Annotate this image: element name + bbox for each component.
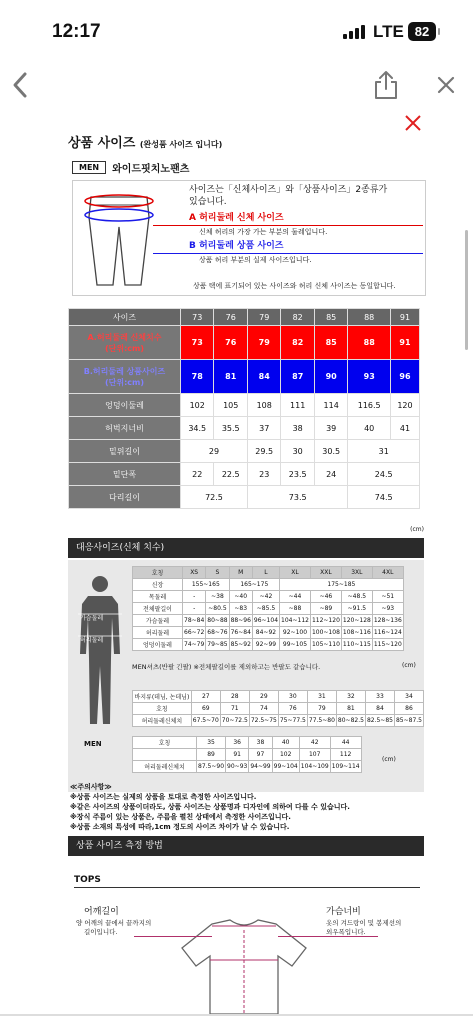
cell: 32 [336,691,365,703]
cell: 78~84 [183,615,206,627]
cell: - [183,591,206,603]
cell: 111 [281,394,314,417]
cell: 42 [299,737,330,749]
cell: ~80.5 [206,603,229,615]
status-time: 12:17 [52,21,101,42]
cell: 85 [314,326,347,360]
cell: 75~77.5 [278,715,307,727]
a-line [153,225,423,226]
battery-icon: 82 [408,22,436,41]
cell: 94~99 [249,761,272,773]
status-bar [0,0,473,60]
cell: 76~84 [229,627,252,639]
cell: 3XL [341,567,372,579]
row-label: 허벅지너비 [69,417,181,440]
note-line: ※같은 사이즈의 상품이더라도, 상품 사이즈는 상품명과 디자인에 의하여 다를 수 있습니다. [70,803,350,811]
close-button[interactable] [426,65,466,105]
cell: 155~165 [183,579,230,591]
cell: 165~175 [229,579,279,591]
cell: 99~105 [280,639,311,651]
tops-label: TOPS [74,875,101,885]
cell: 116~124 [372,627,403,639]
cell: 41 [390,417,419,440]
cell: 76 [278,703,307,715]
cell: 29.5 [247,440,280,463]
row-a-label1: A.허리둘레 신체치수 [87,332,162,342]
cell: 85~92 [229,639,252,651]
size-col: 85 [314,309,347,326]
cell: 84 [247,360,280,394]
close-icon[interactable] [404,114,422,132]
cell: 104~112 [280,615,311,627]
cell: 82 [281,326,314,360]
cell: 102 [181,394,214,417]
cell: 77.5~80 [307,715,336,727]
table-row-inseam [69,486,420,509]
cell: 87.5~90 [197,761,226,773]
cell: 85~87.5 [394,715,423,727]
divider [74,887,420,888]
corr-size-panel [68,560,424,792]
chest-pointer [278,936,378,937]
row-a-label [69,326,181,360]
cell: 81 [214,360,247,394]
chest-width-label: 가슴너비 [326,907,361,917]
cell: 92~99 [252,639,279,651]
table-row-rise [69,440,420,463]
unit-label: (cm) [382,756,396,763]
cell: 107 [299,749,330,761]
cell: 68~76 [206,627,229,639]
cell: 115~120 [372,639,403,651]
row-label: 신장 [133,579,183,591]
b-line [153,253,423,254]
cell: 74~79 [183,639,206,651]
product-name: 와이드핏치노팬츠 [112,164,190,175]
row-label: 전체팔길이 [133,603,183,615]
cell: 38 [249,737,272,749]
size-col: 76 [214,309,247,326]
row-label: 호칭 [133,703,192,715]
cell: XL [280,567,311,579]
a-label: A 허리둘레 신체 사이즈 [189,213,284,223]
chest-label: 가슴둘레 [80,615,104,622]
cell: 96~104 [252,615,279,627]
cell: 81 [336,703,365,715]
waist-label: 허리둘레 [80,637,104,644]
signal-icon [343,25,365,39]
page-title [68,132,222,151]
size-col: 88 [348,309,391,326]
cell: 69 [191,703,220,715]
cell: 114 [314,394,347,417]
chest-desc1: 옷의 겨드랑이 및 봉제선의 [326,919,402,927]
row-label: 바지류(데님, 논데님) [133,691,192,703]
cell: 73.5 [247,486,347,509]
shoulder-desc2: 길이입니다. [84,928,118,936]
cell: 24 [314,463,347,486]
explain-line1: 사이즈는「신체사이즈」와「상품사이즈」2종류가 [189,185,388,195]
network-label: LTE [373,22,404,41]
cell: 34 [394,691,423,703]
cell: 112 [330,749,361,761]
row-label: 밑단폭 [69,463,181,486]
cell: 102 [272,749,299,761]
row-label: 허리둘레신체치 [133,761,197,773]
title-sub: (완성품 사이즈 입니다) [139,140,223,149]
cell: 35.5 [214,417,247,440]
b-label: B 허리둘레 상품 사이즈 [189,241,284,251]
cell: 70~72.5 [220,715,249,727]
cell: - [183,603,206,615]
cell: 108 [247,394,280,417]
cell: 78 [181,360,214,394]
cell: 128~136 [372,615,403,627]
cell: 82.5~85 [365,715,394,727]
cell: 31 [348,440,420,463]
row-label: 목둘레 [133,591,183,603]
cell: 91 [390,326,419,360]
cell: 99~104 [272,761,299,773]
share-icon [373,70,399,100]
row-b-label2: (단위:cm) [104,377,145,387]
table-row-b [69,360,420,394]
cell: 92~100 [280,627,311,639]
cell: 90 [314,360,347,394]
scrollbar[interactable] [465,230,468,350]
cell: 28 [220,691,249,703]
bottom-divider [0,1014,473,1016]
size-col: 91 [390,309,419,326]
cell: 30 [278,691,307,703]
cell: 110~115 [341,639,372,651]
cell: 66~72 [183,627,206,639]
nav-bar [0,60,473,110]
cell: ~51 [372,591,403,603]
cell: 39 [314,417,347,440]
row-label: 호칭 [133,737,197,749]
row-label: 엉덩이둘레 [69,394,181,417]
cell: 90~93 [226,761,249,773]
cell: 72.5~75 [249,715,278,727]
cell: 31 [307,691,336,703]
cell: 72.5 [181,486,248,509]
cell: 84 [365,703,394,715]
cell: 116.5 [348,394,391,417]
row-a-label2: (단위:cm) [104,343,145,353]
tshirt-icon [174,916,314,1016]
shoulder-pointer [134,936,212,937]
table-row-hem [69,463,420,486]
cell: 23.5 [281,463,314,486]
cell: 호칭 [133,567,183,579]
product-row [72,160,189,175]
cell: 40 [272,737,299,749]
corr-table [132,566,404,651]
row-b-label1: B.허리둘레 상품사이즈 [83,366,166,376]
cell: 84~92 [252,627,279,639]
cell: 80~88 [206,615,229,627]
cell: 105~110 [310,639,341,651]
cell: 120 [390,394,419,417]
cell: 29 [181,440,248,463]
table-row-hip [69,394,420,417]
section-bar-measure: 상품 사이즈 측정 방법 [68,836,424,856]
cell: 175~185 [280,579,404,591]
share-button[interactable] [366,65,406,105]
row-b-label [69,360,181,394]
chevron-left-icon [10,71,30,99]
cell: 104~109 [299,761,330,773]
b-desc: 상품 허리 부분의 실제 사이즈입니다. [199,256,312,264]
cell: 73 [181,326,214,360]
cell: 80~82.5 [336,715,365,727]
cell: 112~120 [310,615,341,627]
cell: 22.5 [214,463,247,486]
row-label: 엉덩이둘레 [133,639,183,651]
cell: 91 [226,749,249,761]
cell: 4XL [372,567,403,579]
shoulder-desc1: 양 어깨의 끝에서 끝까지의 [76,919,152,927]
cell: 97 [249,749,272,761]
table-row-a [69,326,420,360]
size-explain-box [72,180,426,296]
cell: XXL [310,567,341,579]
cell: 30 [281,440,314,463]
shirt-note: MEN셔츠(반팔 긴팔) ※전체팔길이를 제외하고는 반팔도 같습니다. [132,663,321,671]
cell: M [229,567,252,579]
a-desc: 신체 허리의 가장 가는 부분의 둘레입니다. [199,228,328,236]
cell: ~91.5 [341,603,372,615]
cell: 88~96 [229,615,252,627]
men-label: MEN [84,740,102,748]
cell: ~85.5 [252,603,279,615]
note-line: ※상품 소재의 특성에 따라,1cm 정도의 사이즈 차이가 날 수 있습니다. [70,823,290,831]
cell: XS [183,567,206,579]
cell: ~83 [229,603,252,615]
cell: 108~116 [341,627,372,639]
back-button[interactable] [0,65,40,105]
note-line: ※장식 주름이 있는 상품은, 주름을 펼친 상태에서 측정한 사이즈입니다. [70,813,291,821]
cell: 96 [390,360,419,394]
cell: 89 [197,749,226,761]
cell: ~89 [310,603,341,615]
cell: 120~128 [341,615,372,627]
cell: 23 [247,463,280,486]
cell: 87 [281,360,314,394]
cell: 35 [197,737,226,749]
chest-desc2: 외우폭입니다. [326,928,366,936]
pants-table [132,690,424,727]
cell: S [206,567,229,579]
cell: 29 [249,691,278,703]
section-bar-corr: 대응사이즈(신체 치수) [68,538,424,558]
note-line: ≪주의사항≫ [70,783,112,791]
pants-table-large [132,736,362,773]
body-silhouette [78,574,122,734]
caution-notes [70,782,350,832]
pants-illustration [79,187,159,287]
row-label: 밑위길이 [69,440,181,463]
cell: 71 [220,703,249,715]
cell: 100~108 [310,627,341,639]
note-line: ※상품 사이즈는 실제의 상품을 토대로 측정한 사이즈입니다. [70,793,257,801]
cell: 40 [348,417,391,440]
tag-note: 상품 택에 표기되어 있는 사이즈와 허리 신체 사이즈는 동일합니다. [193,282,396,290]
men-badge: MEN [72,161,106,174]
cell: 109~114 [330,761,361,773]
cell: 105 [214,394,247,417]
cell: 79~85 [206,639,229,651]
cell: 86 [394,703,423,715]
row-label: 허리둘레 [133,627,183,639]
cell: 27 [191,691,220,703]
cell: ~46 [310,591,341,603]
title-text: 상품 사이즈 [68,136,136,151]
cell: ~93 [372,603,403,615]
cell: 74.5 [348,486,420,509]
cell: 93 [348,360,391,394]
cell: 79 [247,326,280,360]
cell: 24.5 [348,463,420,486]
size-col: 79 [247,309,280,326]
row-label: 허리둘레신체치 [133,715,192,727]
cell: 76 [214,326,247,360]
cell: 37 [247,417,280,440]
explain-line2: 있습니다. [189,197,227,207]
table-row-thigh [69,417,420,440]
row-label: 다리길이 [69,486,181,509]
cell: 22 [181,463,214,486]
cell: ~42 [252,591,279,603]
cell: ~38 [206,591,229,603]
unit-label: (cm) [410,526,424,533]
size-header-label: 사이즈 [69,309,181,326]
cell: 88 [348,326,391,360]
cell: ~88 [280,603,311,615]
tops-illustration [74,902,420,1018]
shoulder-label: 어깨길이 [84,907,119,917]
cell: ~44 [280,591,311,603]
size-col: 73 [181,309,214,326]
unit-label: (cm) [402,662,416,669]
size-col: 82 [281,309,314,326]
cell: L [252,567,279,579]
cell: 30.5 [314,440,347,463]
cell: 44 [330,737,361,749]
cell: ~48.5 [341,591,372,603]
cell: 74 [249,703,278,715]
cell: 33 [365,691,394,703]
cell: 79 [307,703,336,715]
cell: 34.5 [181,417,214,440]
cell: 36 [226,737,249,749]
size-table [68,308,420,509]
cell: 38 [281,417,314,440]
cell: ~40 [229,591,252,603]
size-guide-image [62,112,432,1018]
cell: 67.5~70 [191,715,220,727]
close-icon [437,76,455,94]
row-label: 가슴둘레 [133,615,183,627]
